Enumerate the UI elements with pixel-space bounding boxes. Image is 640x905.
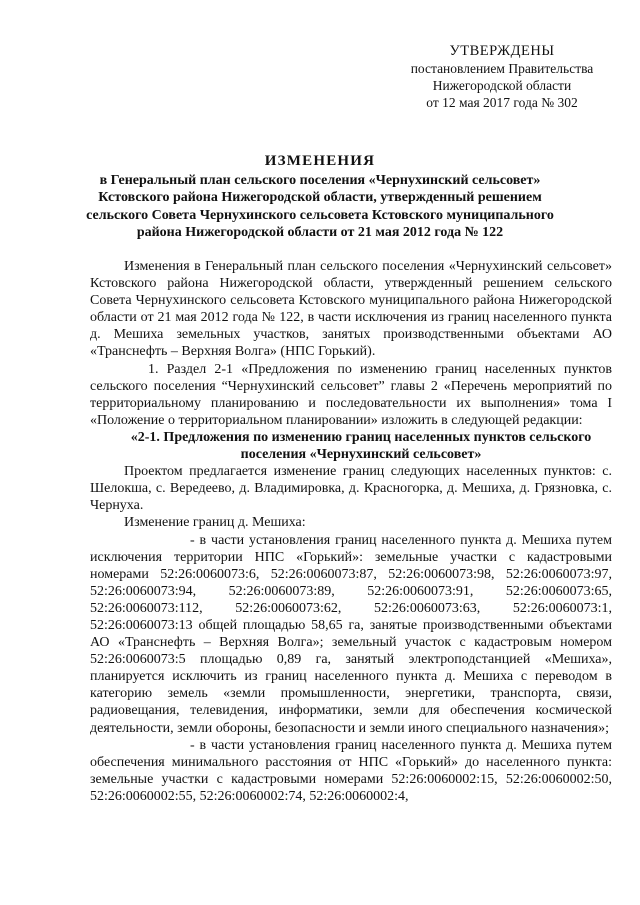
paragraph-intro: Изменения в Генеральный план сельского поселения «Чернухинский сельсовет» Кстовского района Нижегородской области, утвержденный решением сельского Совета Чернухинского сельсовета Кстовского муниципального района Нижегородской области от 21 мая 2012 года № 122, в части исключения из границ населенного пункта д. Мешиха земельных участков, занятых производственными объектами АО «Транснефть – Верхняя Волга» (НПС Горький). bbox=[90, 259, 612, 360]
approval-title: УТВЕРЖДЕНЫ bbox=[449, 43, 555, 59]
approval-stamp bbox=[392, 43, 612, 111]
paragraph-meshikha-changes: Изменение границ д. Мешиха: bbox=[124, 515, 306, 531]
list-item-distance: - в части установления границ населенного пункта д. Мешиха путем обеспечения минимального расстояния от НПС «Горький» до населенного пункта: земельные участки с кадастровыми номерами 52:26:0060002:15, 52:26:0060002:50, 52:26:0060002:55, 52:26:0060002:74, 52:26:0060002:4, bbox=[90, 737, 612, 804]
approval-line-2: Нижегородской области bbox=[432, 78, 572, 93]
document-title: ИЗМЕНЕНИЯ bbox=[264, 153, 376, 169]
approval-line-1: постановлением Правительства bbox=[410, 61, 594, 76]
list-item-exclusion: - в части установления границ населенного пункта д. Мешиха путем исключения территории НПС «Горький»: земельные участки с кадастровыми номерами 52:26:0060073:6, 52:26:0060073:87, 52:26:0060073:98, 52:26:0060073:97, 52:26:0060073:94, 52:26:0060073:89, 52:26:0060073:91, 52:26:0060073:65, 52:26:0060073:112, 52:26:0060073:62, 52:26:0060073:63, 52:26:0060073:1, 52:26:0060073:13 общей площадью 58,65 га, занятые производственными объектами АО «Транснефть – Верхняя Волга»; земельный участок с кадастровым номером 52:26:0060073:5 площадью 0,89 га, занятый электроподстанцией «Мешиха», планируется исключить из границ населенного пункта д. Мешиха с переводом в категорию земель «земли промышленности, энергетики, транспорта, связи, радиовещания, телевидения, информатики, земли для обеспечения космической деятельности, земли обороны, безопасности и земли иного специального назначения»; bbox=[90, 532, 612, 736]
section-heading: «2-1. Предложения по изменению границ населенных пунктов сельского поселения «Чернухинский сельсовет» bbox=[130, 429, 592, 463]
document-heading bbox=[80, 153, 560, 242]
document-body bbox=[90, 258, 612, 805]
paragraph-settlements: Проектом предлагается изменение границ следующих населенных пунктов: с. Шелокша, с. Вередеево, д. Владимировка, д. Красногорка, д. Мешиха, д. Грязновка, с. Чернуха. bbox=[90, 464, 612, 514]
paragraph-clause-1: 1. Раздел 2-1 «Предложения по изменению границ населенных пунктов сельского поселения “Чернухинский сельсовет” главы 2 «Перечень мероприятий по территориальному планированию и последовательности их выполнения» тома I «Положение о территориальном планировании» изложить в следующей редакции: bbox=[90, 361, 612, 428]
document-subtitle: в Генеральный план сельского поселения «Чернухинский сельсовет» Кстовского района Нижегородской области, утвержденный решением сельского Совета Чернухинского сельсовета Кстовского муниципального района Нижегородской области от 21 мая 2012 года № 122 bbox=[86, 172, 554, 240]
approval-line-3: от 12 мая 2017 года № 302 bbox=[426, 95, 578, 110]
